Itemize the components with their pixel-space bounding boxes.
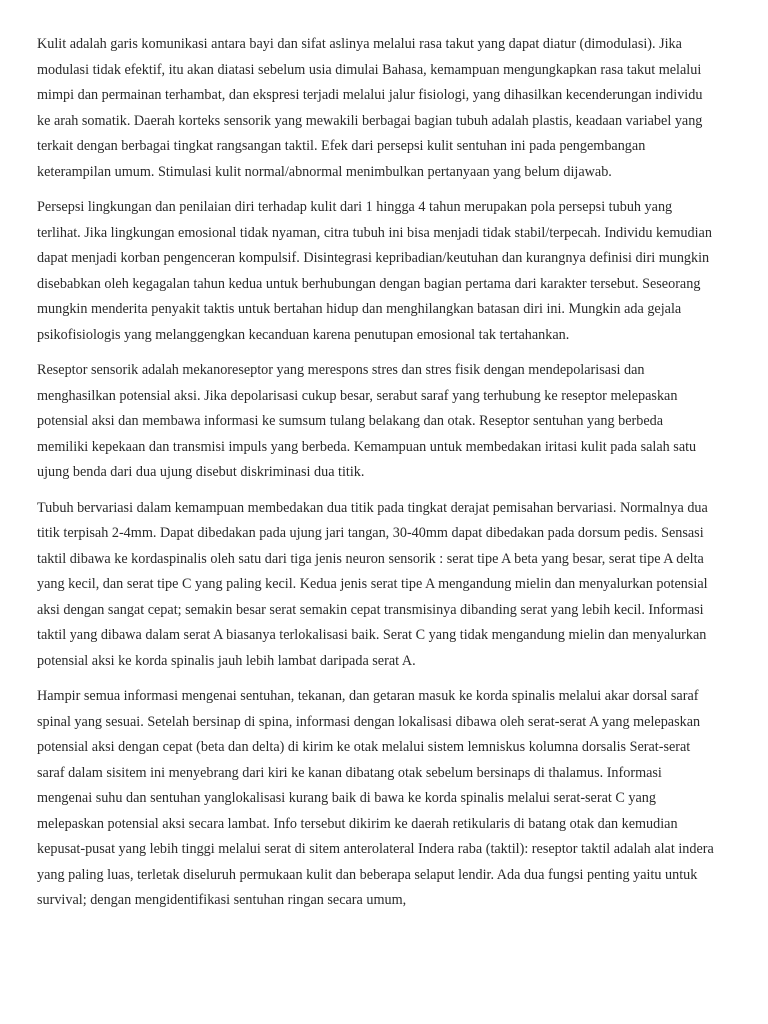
paragraph-1: Kulit adalah garis komunikasi antara bayi dan sifat aslinya melalui rasa takut yang dapat diatur (dimodulasi). Jika modulasi tidak efektif, itu akan diatasi sebelum usia dimulai Bahasa, kemampuan mengungkapkan rasa takut melalui mimpi dan permainan terhambat, dan ekspresi terjadi melalui jalur fisiologi, yang dihasilkan kecenderungan individu ke arah somatik. Daerah korteks sensorik yang mewakili berbagai bagian tubuh adalah plastis, keadaan variabel yang terkait dengan berbagai tingkat rangsangan taktil. Efek dari persepsi kulit sentuhan ini pada pengembangan keterampilan umum. Stimulasi kulit normal/abnormal menimbulkan pertanyaan yang belum dijawab. (37, 36, 703, 180)
paragraph-5: Hampir semua informasi mengenai sentuhan, tekanan, dan getaran masuk ke korda spinalis melalui akar dorsal saraf spinal yang sesuai. Setelah bersinap di spina, informasi dengan lokalisasi dibawa oleh serat-serat A yang melepaskan potensial aksi dengan cepat (beta dan delta) di kirim ke otak melalui sistem lemniskus kolumna dorsalis Serat-serat saraf dalam sisitem ini menyebrang dari kiri ke kanan dibatang otak sebelum bersinaps di thalamus. Informasi mengenai suhu dan sentuhan yanglokalisasi kurang baik di bawa ke korda spinalis melalui serat-serat C yang melepaskan potensial aksi secara lambat. Info tersebut dikirim ke daerah retikularis di batang otak dan kemudian kepusat-pusat yang lebih tinggi melalui serat di sitem anterolateral Indera raba (taktil): reseptor taktil adalah alat indera yang paling luas, terletak diseluruh permukaan kulit dan beberapa selaput lendir. Ada dua fungsi penting yaitu untuk survival; dengan mengidentifikasi sentuhan ringan secara umum, (37, 688, 714, 908)
paragraph-4: Tubuh bervariasi dalam kemampuan membedakan dua titik pada tingkat derajat pemisahan bervariasi. Normalnya dua titik terpisah 2-4mm. Dapat dibedakan pada ujung jari tangan, 30-40mm dapat dibedakan pada dorsum pedis. Sensasi taktil dibawa ke kordaspinalis oleh satu dari tiga jenis neuron sensorik : serat tipe A beta yang besar, serat tipe A delta yang kecil, dan serat tipe C yang paling kecil. Kedua jenis serat tipe A mengandung mielin dan menyalurkan potensial aksi dengan sangat cepat; semakin besar serat semakin cepat transmisinya dibanding serat yang lebih kecil. Informasi taktil yang dibawa dalam serat A biasanya terlokalisasi baik. Serat C yang tidak mengandung mielin dan menyalurkan potensial aksi ke korda spinalis jauh lebih lambat daripada serat A. (37, 499, 708, 669)
paragraph-3: Reseptor sensorik adalah mekanoreseptor yang merespons stres dan stres fisik dengan mendepolarisasi dan menghasilkan potensial aksi. Jika depolarisasi cukup besar, serabut saraf yang terhubung ke reseptor melepaskan potensial aksi dan membawa informasi ke sumsum tulang belakang dan otak. Reseptor sentuhan yang berbeda memiliki kepekaan dan transmisi impuls yang berbeda. Kemampuan untuk membedakan iritasi kulit pada salah satu ujung benda dari dua ujung disebut diskriminasi dua titik. (37, 362, 697, 480)
paragraph-2: Persepsi lingkungan dan penilaian diri terhadap kulit dari 1 hingga 4 tahun merupakan pola persepsi tubuh yang terlihat. Jika lingkungan emosional tidak nyaman, citra tubuh ini bisa menjadi tidak stabil/terpecah. Individu kemudian dapat menjadi korban pengenceran kompulsif. Disintegrasi kepribadian/keutuhan dan kurangnya definisi diri mungkin disebabkan oleh kegagalan tahun kedua untuk berhubungan dengan bagian pertama dari karakter tersebut. Seseorang mungkin menderita penyakit taktis untuk bertahan hidup dan menghilangkan batasan diri ini. Mungkin ada gejala psikofisiologis yang melanggengkan kecanduan karena penutupan emosional tak tertahankan. (37, 199, 712, 343)
